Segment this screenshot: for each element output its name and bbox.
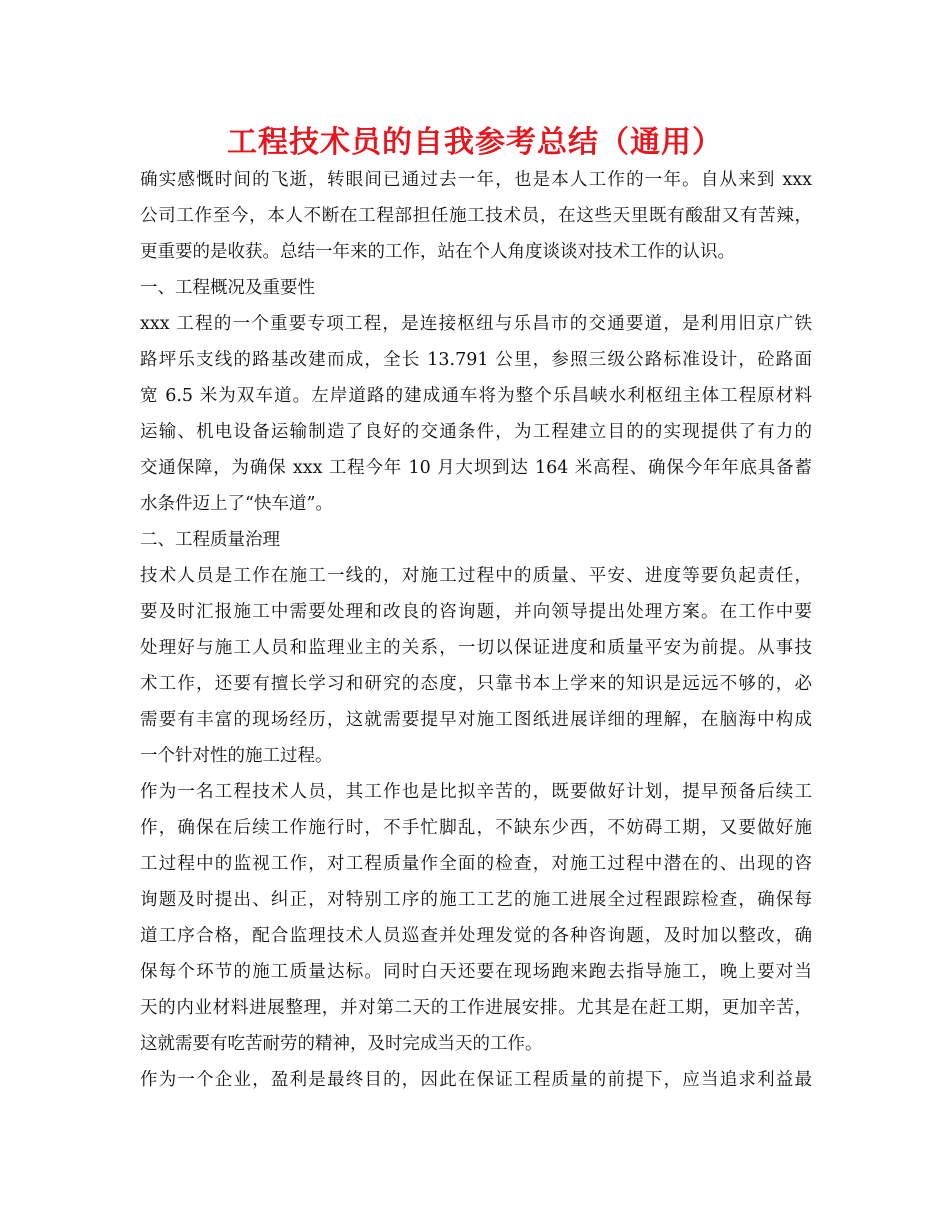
document-line: 一、工程概况及重要性 — [140, 278, 315, 298]
document-line: 工过程中的监视工作，对工程质量作全面的检查，对施工过程中潜在的、出现的咨 — [140, 854, 812, 874]
document-line: 术工作，还要有擅长学习和研究的态度，只靠书本上学来的知识是远远不够的，必 — [140, 674, 812, 694]
document-line: 交通保障，为确保 xxx 工程今年 10 月大坝到达 164 米高程、确保今年年底具备蓄 — [140, 458, 812, 478]
document-line: 处理好与施工人员和监理业主的关系，一切以保证进度和质量平安为前提。从事技 — [140, 638, 812, 658]
document-line: 更重要的是收获。总结一年来的工作，站在个人角度谈谈对技术工作的认识。 — [140, 242, 735, 262]
document-body — [140, 162, 812, 1098]
document-line: 路坪乐支线的路基改建而成，全长 13.791 公里，参照三级公路标准设计，砼路面 — [140, 350, 812, 370]
document-line: 询题及时提出、纠正，对特别工序的施工工艺的施工进展全过程跟踪检查，确保每 — [140, 890, 812, 910]
document-line: 作，确保在后续工作施行时，不手忙脚乱，不缺东少西，不妨碍工期，又要做好施 — [140, 818, 812, 838]
document-line: 水条件迈上了“快车道”。 — [140, 494, 333, 514]
document-line: 需要有丰富的现场经历，这就需要提早对施工图纸进展详细的理解，在脑海中构成 — [140, 710, 812, 730]
document-line: 这就需要有吃苦耐劳的精神，及时完成当天的工作。 — [140, 1034, 543, 1054]
document-line: 二、工程质量治理 — [140, 530, 280, 550]
document-line: 保每个环节的施工质量达标。同时白天还要在现场跑来跑去指导施工，晚上要对当 — [140, 962, 812, 982]
document-line: 公司工作至今，本人不断在工程部担任施工技术员，在这些天里既有酸甜又有苦辣， — [140, 206, 812, 226]
document-line: 天的内业材料进展整理，并对第二天的工作进展安排。尤其是在赶工期，更加辛苦， — [140, 998, 812, 1018]
document-title: 工程技术员的自我参考总结（通用） — [227, 125, 723, 160]
document-line: xxx 工程的一个重要专项工程，是连接枢纽与乐昌市的交通要道，是利用旧京广铁 — [140, 314, 812, 334]
document-line: 运输、机电设备运输制造了良好的交通条件，为工程建立目的的实现提供了有力的 — [140, 422, 812, 442]
document-line: 要及时汇报施工中需要处理和改良的咨询题，并向领导提出处理方案。在工作中要 — [140, 602, 812, 622]
document-line: 作为一名工程技术人员，其工作也是比拟辛苦的，既要做好计划，提早预备后续工 — [140, 782, 812, 802]
document-line: 技术人员是工作在施工一线的，对施工过程中的质量、平安、进度等要负起责任， — [140, 566, 812, 586]
document-line: 道工序合格，配合监理技术人员巡查并处理发觉的各种咨询题，及时加以整改，确 — [140, 926, 812, 946]
document-line: 作为一个企业，盈利是最终目的，因此在保证工程质量的前提下，应当追求利益最 — [140, 1070, 812, 1090]
document-line: 一个针对性的施工过程。 — [140, 746, 333, 766]
document-line: 宽 6.5 米为双车道。左岸道路的建成通车将为整个乐昌峡水利枢纽主体工程原材料 — [140, 386, 812, 406]
document-line: 确实感慨时间的飞逝，转眼间已通过去一年，也是本人工作的一年。自从来到 xxx — [140, 170, 812, 190]
